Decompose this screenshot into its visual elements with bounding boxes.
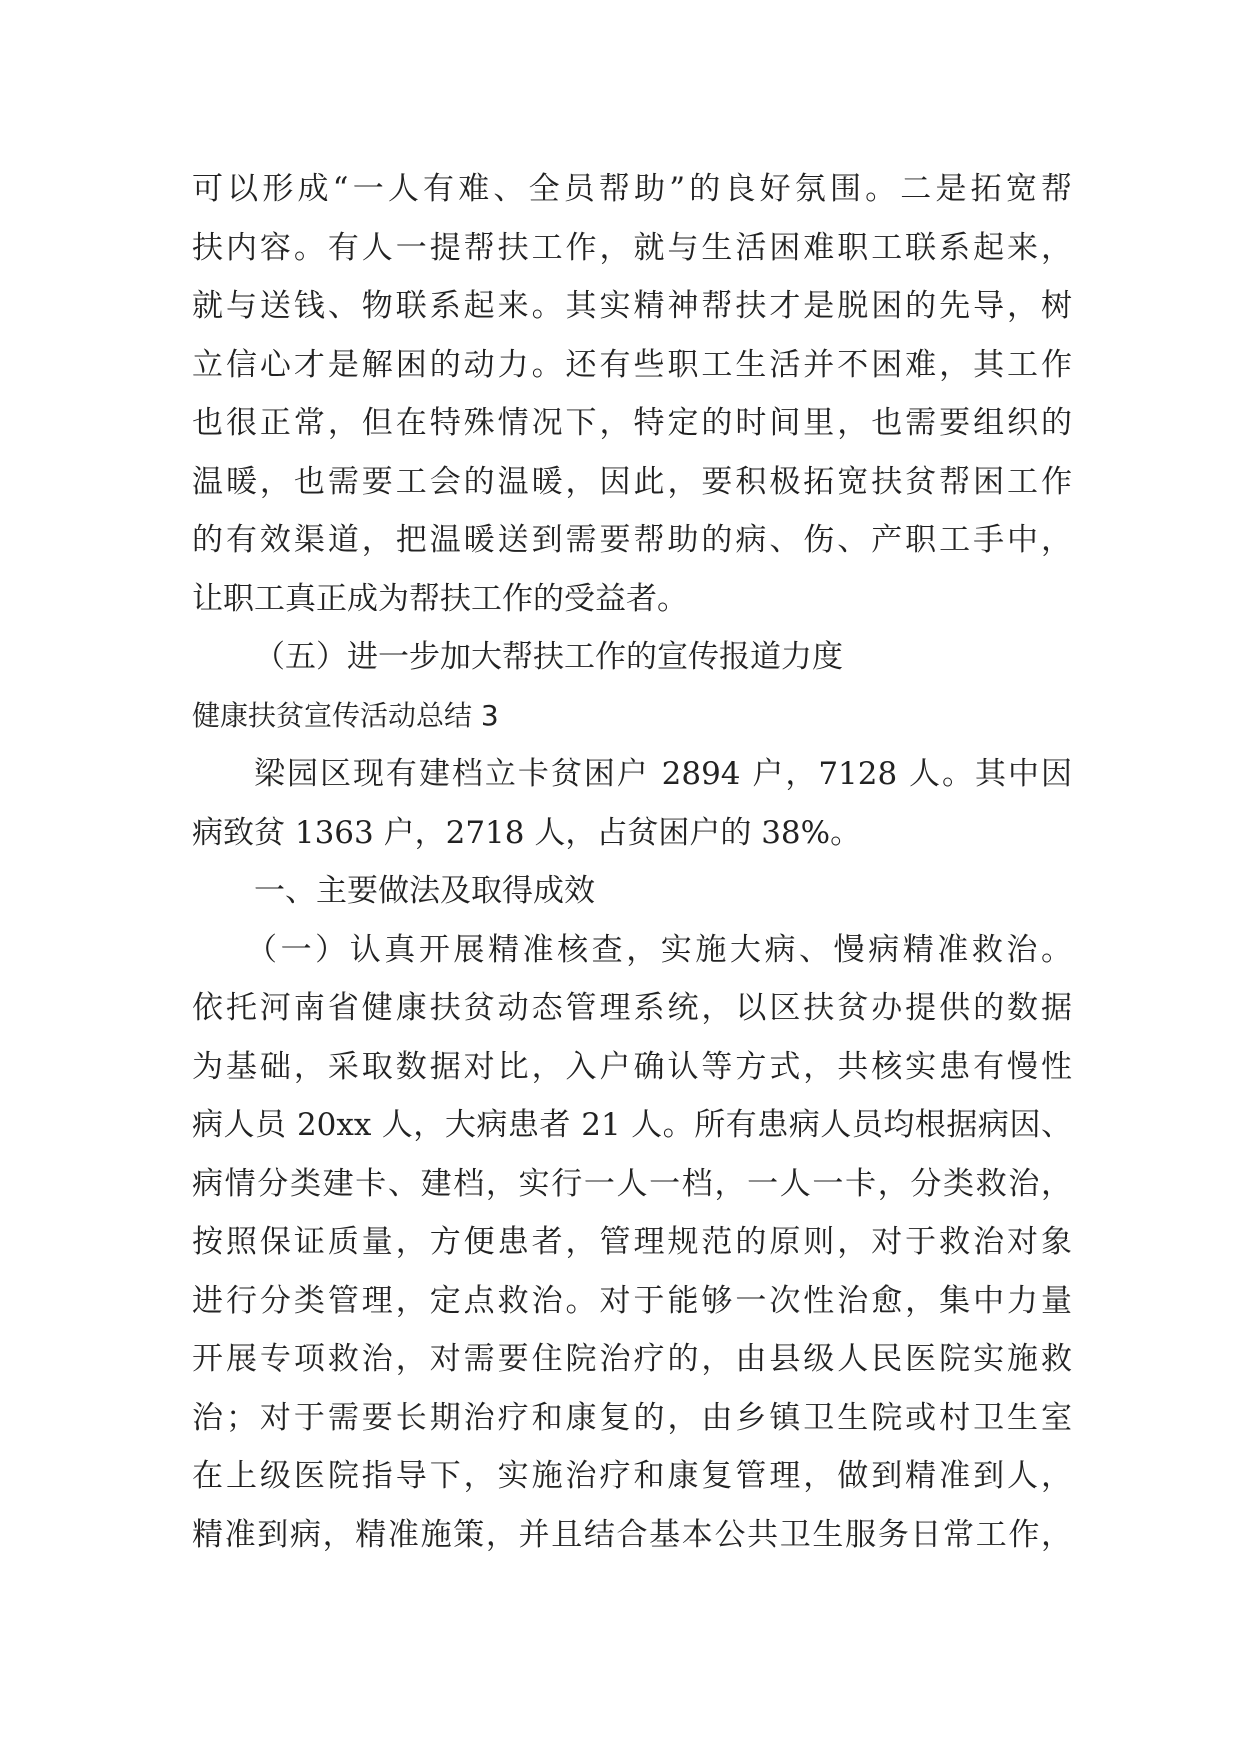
- paragraph-line: 梁园区现有建档立卡贫困户 2894 户，7128 人。其中因: [254, 756, 1072, 792]
- paragraph-line: 进行分类管理，定点救治。对于能够一次性治愈，集中力量: [192, 1282, 1072, 1319]
- paragraph-line: 病情分类建卡、建档，实行一人一档，一人一卡，分类救治，: [192, 1165, 1072, 1202]
- paragraph-line: 依托河南省健康扶贫动态管理系统，以区扶贫办提供的数据: [192, 990, 1072, 1026]
- paragraph-line: 在上级医院指导下，实施治疗和康复管理，做到精准到人，: [192, 1458, 1072, 1494]
- paragraph-line: 按照保证质量，方便患者，管理规范的原则，对于救治对象: [192, 1224, 1072, 1260]
- paragraph-line: 就与送钱、物联系起来。其实精神帮扶才是脱困的先导，树: [192, 288, 1072, 324]
- paragraph-line: 病人员 20xx 人，大病患者 21 人。所有患病人员均根据病因、: [192, 1107, 1072, 1143]
- section-heading: （五）进一步加大帮扶工作的宣传报道力度: [254, 639, 843, 675]
- section-heading: 一、主要做法及取得成效: [254, 873, 595, 909]
- document-body: [192, 160, 1072, 1564]
- paragraph-line: 病致贫 1363 户，2718 人，占贫困户的 38%。: [192, 814, 862, 851]
- paragraph-line: 让职工真正成为帮扶工作的受益者。: [192, 580, 688, 617]
- paragraph-line: 治；对于需要长期治疗和康复的，由乡镇卫生院或村卫生室: [192, 1399, 1072, 1436]
- paragraph-line: 可以形成“一人有难、全员帮助”的良好氛围。二是拓宽帮: [192, 171, 1072, 207]
- paragraph-line: 开展专项救治，对需要住院治疗的，由县级人民医院实施救: [192, 1341, 1072, 1377]
- paragraph-line: 立信心才是解困的动力。还有些职工生活并不困难，其工作: [192, 346, 1072, 383]
- paragraph-line: 也很正常，但在特殊情况下，特定的时间里，也需要组织的: [192, 405, 1072, 441]
- document-title: 健康扶贫宣传活动总结 3: [192, 698, 499, 732]
- paragraph-line: 精准到病，精准施策，并且结合基本公共卫生服务日常工作，: [192, 1516, 1072, 1553]
- paragraph-line: 扶内容。有人一提帮扶工作，就与生活困难职工联系起来，: [192, 229, 1072, 266]
- paragraph-line: 温暖，也需要工会的温暖，因此，要积极拓宽扶贫帮困工作: [192, 463, 1072, 500]
- subsection-heading: （一）认真开展精准核查，实施大病、慢病精准救治。: [246, 931, 1072, 968]
- paragraph-line: 的有效渠道，把温暖送到需要帮助的病、伤、产职工手中，: [192, 522, 1072, 558]
- paragraph-line: 为基础，采取数据对比，入户确认等方式，共核实患有慢性: [192, 1048, 1072, 1085]
